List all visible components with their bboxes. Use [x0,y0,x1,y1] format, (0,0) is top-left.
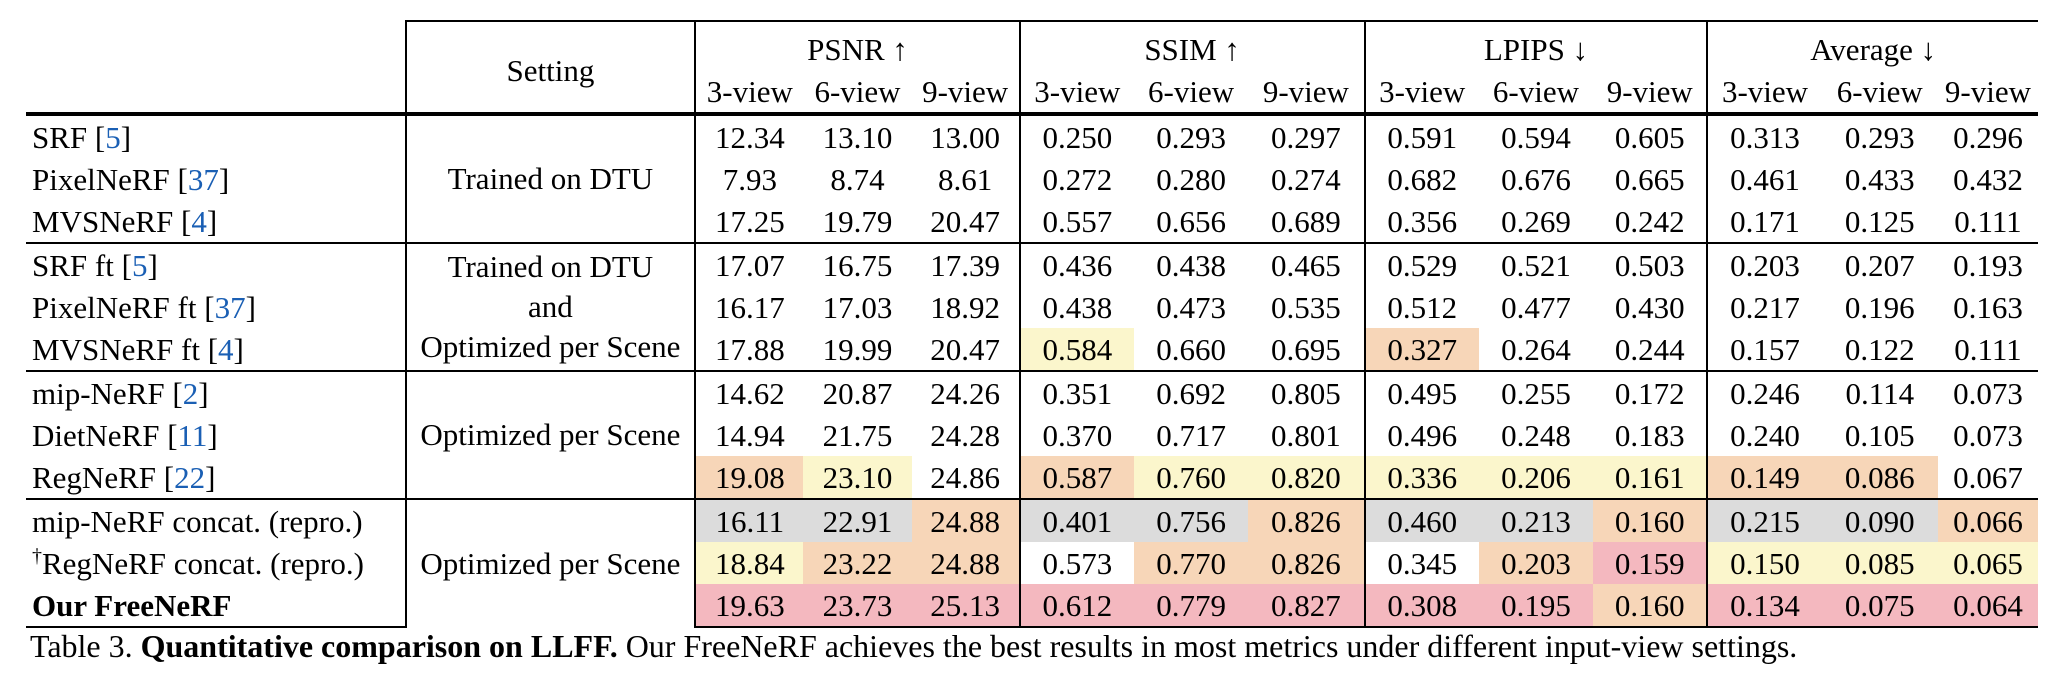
metric-value-cell: 0.242 [1593,200,1707,243]
metric-value-cell: 0.436 [1020,243,1134,286]
citation-link[interactable]: 37 [187,161,219,197]
table-row [26,114,2038,158]
metric-value-cell: 16.75 [803,243,911,286]
metric-value-cell: 0.196 [1844,289,1915,325]
method-name-cell [26,584,406,627]
results-table [26,20,2038,628]
metric-value-cell: 0.496 [1387,417,1458,453]
header-method [26,21,406,114]
citation-link[interactable]: 5 [131,247,148,283]
metric-value-cell: 0.313 [1707,114,1821,158]
citation-link[interactable]: 4 [218,331,234,367]
metric-value-cell: 13.10 [803,114,911,158]
metric-value-cell: 0.207 [1822,243,1938,286]
metric-value-cell: 0.827 [1248,584,1364,627]
metric-value-cell: 0.805 [1248,371,1364,414]
metric-value-cell: 0.756 [1134,499,1248,542]
metric-value-cell: 0.473 [1156,289,1226,325]
metric-value-cell: 0.770 [1134,542,1248,584]
metric-value-cell: 0.665 [1593,158,1707,200]
metric-value-cell: 0.122 [1844,331,1915,367]
metric-value-cell: 0.159 [1593,542,1707,584]
table-body [26,114,2038,627]
method-name: mip-NeRF [32,375,165,411]
metric-value-cell: 0.217 [1730,289,1800,325]
method-name-cell: PixelNeRF [37] [26,158,406,200]
method-name: MVSNeRF ft [32,331,200,367]
table-row [26,243,2038,286]
table-row [26,456,2038,499]
header-view-col: 6-view [1492,73,1579,109]
table-row [26,584,2038,627]
metric-value-cell: 16.11 [695,499,803,542]
method-name: SRF ft [32,247,114,283]
method-name-cell: RegNeRF [22] [26,456,406,499]
metric-value-cell: 0.075 [1822,584,1938,627]
metric-value-cell: 0.090 [1822,499,1938,542]
metric-value-cell: 0.269 [1501,203,1571,239]
metric-value-cell: 0.535 [1248,286,1364,328]
metric-value-cell: 0.460 [1365,499,1479,542]
table-row [26,200,2038,243]
metric-value-cell: 0.656 [1156,203,1226,239]
metric-value-cell: 0.826 [1248,542,1364,584]
metric-value-cell: 0.438 [1042,289,1113,325]
metric-value-cell: 0.438 [1134,243,1248,286]
metric-value-cell: 0.612 [1020,584,1134,627]
metric-value-cell: 0.244 [1593,328,1707,371]
method-name: PixelNeRF [32,161,170,197]
metric-value-cell: 0.105 [1844,417,1915,453]
setting-cell [406,243,696,371]
metric-value-cell: 0.356 [1387,203,1458,239]
metric-value-cell: 20.47 [912,200,1020,243]
citation-link[interactable]: 2 [182,375,199,411]
metric-value-cell: 0.351 [1020,371,1134,414]
metric-value-cell: 0.370 [1042,417,1113,453]
header-view-col: 3-view [706,73,793,109]
metric-value-cell: 0.172 [1593,371,1707,414]
metric-value-cell: 0.461 [1730,161,1800,197]
metric-value-cell: 0.250 [1020,114,1134,158]
metric-value-cell: 0.065 [1938,542,2038,584]
citation-link[interactable]: 4 [191,203,207,239]
metric-value-cell: 22.91 [803,499,911,542]
metric-value-cell: 0.692 [1134,371,1248,414]
metric-value-cell: 0.430 [1593,286,1707,328]
metric-value-cell: 0.826 [1248,499,1364,542]
setting-line: and [528,289,573,324]
method-name-cell: SRF [5] [26,114,406,158]
metric-value-cell: 0.591 [1365,114,1479,158]
metric-value-cell: 0.401 [1020,499,1134,542]
metric-value-cell: 0.193 [1938,243,2038,286]
metric-value-cell: 0.820 [1248,456,1364,499]
setting-cell [406,371,696,499]
metric-value-cell: 24.88 [912,542,1020,584]
metric-value-cell: 24.28 [912,414,1020,456]
metric-value-cell: 0.111 [1954,331,2022,367]
setting-line: Trained on DTU [447,161,654,196]
metric-value-cell: 0.066 [1938,499,2038,542]
table-row [26,414,2038,456]
header-view-col: 9-view [912,70,1020,114]
metric-value-cell: 0.760 [1134,456,1248,499]
metric-value-cell: 19.79 [822,203,893,239]
header-psnr: PSNR ↑ [695,21,1019,70]
metric-value-cell: 0.296 [1938,114,2038,158]
method-name: MVSNeRF [32,203,174,239]
method-name-cell: PixelNeRF ft [37] [26,286,406,328]
header-view-col: 3-view [1721,73,1809,109]
metric-value-cell: 25.13 [912,584,1020,627]
metric-value-cell: 0.274 [1248,158,1364,200]
metric-value-cell: 0.432 [1953,161,2023,197]
table-row [26,371,2038,414]
metric-value-cell: 0.114 [1822,371,1938,414]
metric-value-cell: 0.255 [1479,371,1593,414]
metric-value-cell: 17.07 [695,243,803,286]
metric-value-cell: 23.73 [803,584,911,627]
metric-value-cell: 0.801 [1248,414,1364,456]
method-name-cell: MVSNeRF ft [4] [26,328,406,371]
metric-value-cell: 0.308 [1365,584,1479,627]
metric-value-cell: 7.93 [722,161,777,197]
metric-value-cell: 0.465 [1248,243,1364,286]
method-name: RegNeRF [32,459,156,495]
method-name: DietNeRF [32,417,160,453]
metric-value-cell: 23.22 [803,542,911,584]
header-view-col: 9-view [1593,70,1707,114]
header-average: Average ↓ [1707,21,2038,70]
method-name: RegNeRF concat. (repro.) [42,545,364,581]
metric-value-cell: 0.240 [1730,417,1800,453]
metric-value-cell: 0.495 [1365,371,1479,414]
metric-value-cell: 0.689 [1248,200,1364,243]
header-ssim: SSIM ↑ [1020,21,1365,70]
citation-link[interactable]: 11 [177,417,208,453]
metric-value-cell: 0.557 [1042,203,1113,239]
metric-value-cell: 0.203 [1707,243,1821,286]
metric-value-cell: 0.512 [1387,289,1458,325]
metric-value-cell: 21.75 [822,417,893,453]
metric-value-cell: 0.594 [1479,114,1593,158]
metric-value-cell: 0.171 [1730,203,1800,239]
metric-value-cell: 0.676 [1501,161,1571,197]
method-name-cell: SRF ft [5] [26,243,406,286]
metric-value-cell: 0.682 [1387,161,1458,197]
metric-value-cell: 19.08 [695,456,803,499]
method-name-cell [26,542,406,584]
metric-value-cell: 0.521 [1479,243,1593,286]
metric-value-cell: 0.573 [1042,545,1113,581]
metric-value-cell: 0.161 [1593,456,1707,499]
metric-value-cell: 0.695 [1248,328,1364,371]
citation-link[interactable]: 22 [174,459,206,495]
setting-line: Trained on DTU [447,249,654,284]
metric-value-cell: 17.88 [714,331,785,367]
metric-value-cell: 0.157 [1730,331,1800,367]
metric-value-cell: 0.064 [1938,584,2038,627]
metric-value-cell: 0.584 [1020,328,1134,371]
metric-value-cell: 0.280 [1156,161,1226,197]
metric-value-cell: 0.067 [1953,459,2023,495]
header-view-col: 6-view [1148,73,1235,109]
metric-value-cell: 0.149 [1707,456,1821,499]
setting-cell [406,499,696,627]
metric-value-cell: 18.92 [912,286,1020,328]
caption-title: Quantitative comparison on LLFF. [140,628,618,664]
metric-value-cell: 0.660 [1156,331,1226,367]
metric-value-cell: 24.88 [912,499,1020,542]
metric-value-cell: 0.150 [1707,542,1821,584]
metric-value-cell: 16.17 [714,289,785,325]
metric-value-cell: 14.62 [695,371,803,414]
metric-value-cell: 0.163 [1953,289,2023,325]
metric-value-cell: 0.160 [1593,499,1707,542]
metric-value-cell: 19.99 [822,331,893,367]
method-name-cell: MVSNeRF [4] [26,200,406,243]
metric-value-cell: 0.293 [1822,114,1938,158]
results-table-container [26,20,2038,628]
metric-value-cell: 0.327 [1365,328,1479,371]
citation-link[interactable]: 5 [105,119,121,155]
header-lpips: LPIPS ↓ [1365,21,1708,70]
setting-cell [406,114,696,243]
table-row [26,158,2038,200]
metric-value-cell: 0.213 [1479,499,1593,542]
metric-value-cell: 0.203 [1479,542,1593,584]
metric-value-cell: 19.63 [695,584,803,627]
header-view-col: 9-view [1248,70,1364,114]
metric-value-cell: 0.297 [1248,114,1364,158]
setting-line: Optimized per Scene [420,545,681,581]
metric-value-cell: 0.111 [1954,203,2022,239]
header-view-col: 6-view [1836,73,1923,109]
header-view-col: 6-view [814,73,901,109]
method-name: SRF [32,119,88,155]
table-caption [30,628,2040,665]
setting-line: Optimized per Scene [420,329,681,364]
dagger-mark: † [32,544,42,567]
metric-value-cell: 18.84 [695,542,803,584]
metric-value-cell: 20.47 [912,328,1020,371]
metric-value-cell: 24.86 [912,456,1020,499]
caption-text: Our FreeNeRF achieves the best results in most metrics under different input-view settings. [625,628,1798,664]
method-name: mip-NeRF concat. (repro.) [32,503,363,539]
header-view-col: 3-view [1379,73,1466,109]
metric-value-cell: 0.125 [1844,203,1915,239]
metric-value-cell: 0.086 [1822,456,1938,499]
metric-value-cell: 0.246 [1707,371,1821,414]
method-name: Our FreeNeRF [32,587,232,623]
metric-value-cell: 0.345 [1387,545,1458,581]
header-view-col: 3-view [1034,73,1121,109]
table-row [26,328,2038,371]
metric-value-cell: 0.085 [1822,542,1938,584]
method-name-cell: mip-NeRF [2] [26,371,406,414]
method-name-cell: DietNeRF [11] [26,414,406,456]
metric-value-cell: 0.073 [1953,417,2023,453]
metric-value-cell: 0.264 [1501,331,1571,367]
metric-value-cell: 0.183 [1593,414,1707,456]
metric-value-cell: 0.195 [1479,584,1593,627]
method-name-cell [26,499,406,542]
metric-value-cell: 14.94 [714,417,785,453]
metric-value-cell: 0.433 [1844,161,1915,197]
metric-value-cell: 0.073 [1938,371,2038,414]
metric-value-cell: 0.477 [1501,289,1571,325]
metric-value-cell: 0.272 [1042,161,1113,197]
metric-value-cell: 24.26 [912,371,1020,414]
metric-value-cell: 17.39 [912,243,1020,286]
metric-value-cell: 0.587 [1020,456,1134,499]
metric-value-cell: 17.25 [714,203,785,239]
metric-value-cell: 0.779 [1134,584,1248,627]
metric-value-cell: 0.293 [1134,114,1248,158]
table-row [26,542,2038,584]
citation-link[interactable]: 37 [214,289,246,325]
caption-label: Table 3. [30,628,133,664]
metric-value-cell: 0.717 [1156,417,1226,453]
metric-value-cell: 13.00 [912,114,1020,158]
header-row-groups [26,21,2038,70]
metric-value-cell: 0.336 [1365,456,1479,499]
table-row [26,499,2038,542]
metric-value-cell: 0.134 [1707,584,1821,627]
metric-value-cell: 0.605 [1593,114,1707,158]
method-name: PixelNeRF ft [32,289,197,325]
setting-line: Optimized per Scene [420,417,681,452]
metric-value-cell: 17.03 [822,289,893,325]
metric-value-cell: 0.503 [1593,243,1707,286]
metric-value-cell: 0.529 [1365,243,1479,286]
table-row [26,286,2038,328]
metric-value-cell: 0.206 [1479,456,1593,499]
header-view-col: 9-view [1944,73,2032,109]
metric-value-cell: 12.34 [695,114,803,158]
metric-value-cell: 8.61 [912,158,1020,200]
metric-value-cell: 23.10 [803,456,911,499]
metric-value-cell: 0.160 [1593,584,1707,627]
metric-value-cell: 0.248 [1501,417,1571,453]
header-setting: Setting [406,21,696,114]
metric-value-cell: 0.215 [1707,499,1821,542]
metric-value-cell: 20.87 [803,371,911,414]
metric-value-cell: 8.74 [830,161,885,197]
